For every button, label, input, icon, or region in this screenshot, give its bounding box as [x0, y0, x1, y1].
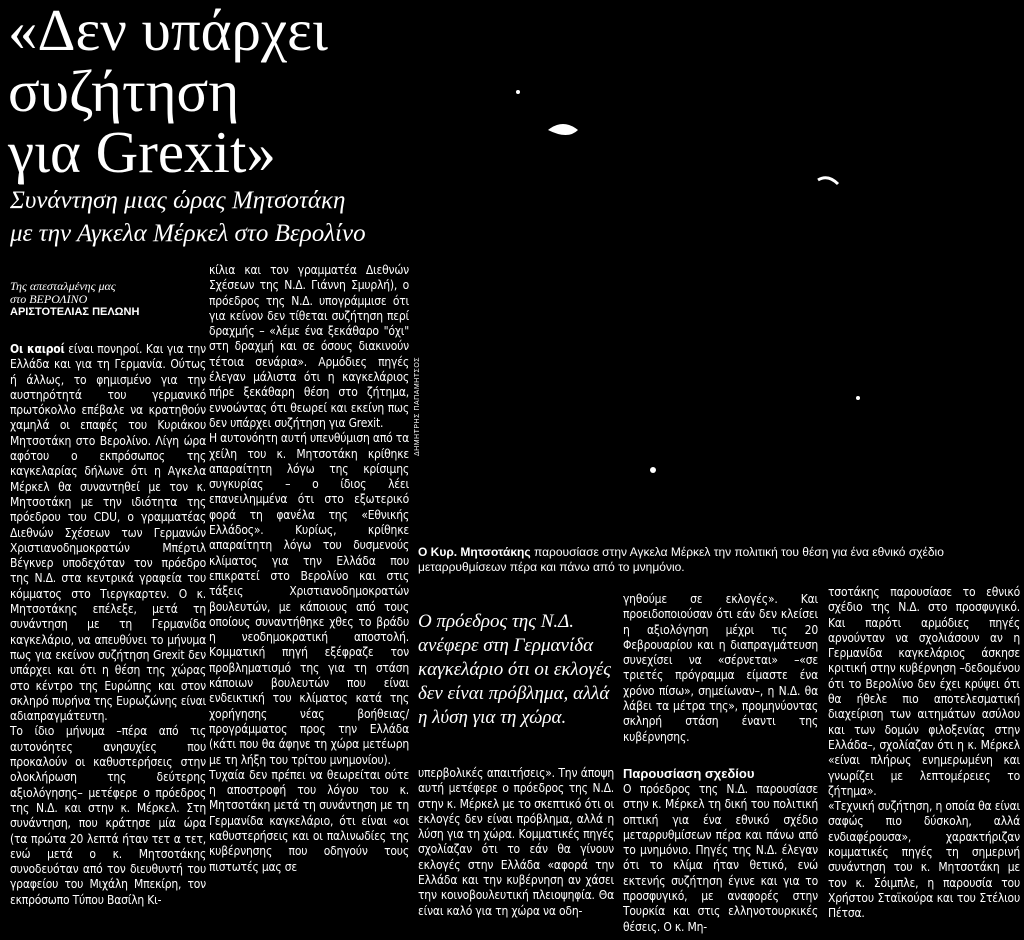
column-text: είναι πονηροί. Και για την Ελλάδα και για τη Γερμανία. Ούτως ή άλλως, το φημισμένο για την αυστηρότητά του γερμανικό πρωτόκολλο επέβαλε να κρατηθούν χαμηλά οι επαφές του Κυριάκου Μητσοτάκη στο Βερολίνο. Λίγη ώρα αφότου ο εκπρόσωπος της καγκελαρίας δήλωνε ότι η Αγκελα Μέρκελ θα συναντηθεί με τον κ. Μητσοτάκη με την ιδιότητα της πρόεδρου του CDU, ο γραμματέας Διεθνών Σχέσεων των Γερμανών Χριστιανοδημοκρατών Μπέρτιλ Βέγκνερ υποδεχόταν τον πρόεδρο της Ν.Δ. στα κεντρικά γραφεία του κόμματος στο Τιεργκαρτεν. Ο κ. Μητσοτάκης επέλεξε, μετά τη συνάντηση με τη Γερμανίδα καγκελάριο, να απευθύνει το μήνυμα πως για εκείνον συζήτηση Grexit δεν υπάρχει και ότι η θέση της χώρας στο κέντρο της Ευρώπης και στον σκληρό πυρήνα της Ευρωζώνης είναι αδιαπραγμάτευτη. Το ίδιο μήνυμα –πέρα από τις αυτονόητες ανησυχίες που προκαλούν οι καθυστερήσεις στην ολοκλήρωση της δεύτερης αξιολόγησης– μετέφερε ο πρόεδρος της Ν.Δ. και στην κ. Μέρκελ. Στη συνάντηση, που κράτησε μία ώρα (τα πρώτα 20 λεπτά ήταν τετ α τετ, ενώ μετά ο κ. Μητσοτάκης συνοδευόταν από τον διευθυντή του γραφείου του Μιχάλη Μπεκίρη, τον εκπρόσωπο Τύπου Βασίλη Κι- [10, 342, 206, 907]
photo-highlight [516, 90, 520, 94]
article-column-1 [10, 342, 206, 908]
pull-quote: Ο πρόεδρος της Ν.Δ. ανέφερε στη Γερμανίδα καγκελάριο ότι οι εκλογές δεν είναι πρόβλημα, αλλά η λύση για τη χώρα. [418, 611, 611, 728]
article-column-3: υπερβολικές απαιτήσεις». Την άποψη αυτή μετέφερε ο πρόεδρος της Ν.Δ. στην κ. Μέρκελ με το σκεπτικό ότι οι εκλογές δεν είναι πρόβλημα, αλλά η λύση για τη χώρα. Κομματικές πηγές σχολίαζαν ότι το εάν θα γίνουν εκλογές στην Ελλάδα «αφορά την Ελλάδα και την κυβέρνηση αν χάσει την κοινοβουλευτική πλειοψηφία. Θα είναι καλό για τη χώρα να οδη- [418, 766, 614, 918]
article-column-4: γηθούμε σε εκλογές». Και προειδοποιούσαν ότι εάν δεν κλείσει η αξιολόγηση μέχρι τις 20 Φεβρουαρίου και η διαπραγμάτευση συνεχίσει να «σέρνεται» –«σε τριετές πρόγραμμα είμαστε ένα χρόνο πίσω», σημείωναν–, η Ν.Δ. θα λάβει τα μέτρα της», προμηνύοντας σκληρή στάση έναντι της κυβέρνησης. [623, 592, 818, 744]
article-photo [418, 0, 1024, 540]
headline-line: συζήτηση [8, 58, 240, 124]
subtitle [10, 184, 410, 250]
photo-caption [418, 545, 1018, 575]
headline-line: «Δεν υπάρχει [8, 0, 328, 63]
photo-credit: ΔΗΜΗΤΡΗΣ ΠΑΠΑΜΗΤΣΟΣ [414, 356, 421, 456]
lead-in: Οι καιροί [10, 342, 65, 356]
subtitle-line: με την Αγκελα Μέρκελ στο Βερολίνο [10, 220, 366, 247]
caption-text: παρουσίασε στην Αγκελα Μέρκελ την πολιτική του θέση για ένα εθνικό σχέδιο μεταρρυθμίσεων πέρα και πάνω από το μνημόνιο. [418, 545, 944, 574]
section-subhead: Παρουσίαση σχεδίου [623, 766, 755, 781]
subtitle-line: Συνάντηση μιας ώρας Μητσοτάκη [10, 187, 346, 214]
article-column-5: τσοτάκης παρουσίασε το εθνικό σχέδιο της Ν.Δ. στο προσφυγικό. Και παρότι αρμόδιες πηγές αρνούνταν να σχολιάσουν αν η Γερμανίδα καγκελάριος άσκησε κριτική στην κυβέρνηση –δεδομένου ότι το Βερολίνο δεν έχει κρύψει ότι θα ήθελε πιο αποτελεσματική διαχείριση των αιτημάτων ασύλου και των δομών φιλοξενίας στην Ελλάδα–, σχολίαζαν ότι η κ. Μέρκελ «είναι πλήρως ενημερωμένη και γνωρίζει με λεπτομέρειες το ζήτημα». «Τεχνική συζήτηση, η οποία θα είναι σαφώς πιο δύσκολη, αλλά ενδιαφέρουσα», χαρακτήριζαν κομματικές πηγές τη σημερινή συνάντηση του κ. Μητσοτάκη με τον κ. Σόιμπλε, η παρουσία του Χρήστου Σταϊκούρα και του Στέλιου Πέτσα. [828, 585, 1020, 921]
photo-highlight [856, 396, 860, 400]
article-column-4b: Ο πρόεδρος της Ν.Δ. παρουσίασε στην κ. Μέρκελ τη δική του πολιτική οπτική για ένα εθνικό σχέδιο μεταρρυθμίσεων πέρα και πάνω από το μνημόνιο. Πηγές της Ν.Δ. έλεγαν ότι το κλίμα ήταν θετικό, ενώ εκτενής συζήτηση έγινε και για το προσφυγικό, με αναφορές στην Τουρκία και στις ελληνοτουρκικές θέσεις. Ο κ. Μη- [623, 782, 818, 934]
article-column-2: κίλια και τον γραμματέα Διεθνών Σχέσεων της Ν.Δ. Γιάννη Σμυρλή), ο πρόεδρος της Ν.Δ. υπογράμμισε ότι για κείνον δεν τίθεται συζήτηση περί δραχμής – «λέμε ένα ξεκάθαρο "όχι" στη δραχμή και σε όσους διακινούν τέτοια σενάρια». Αρμόδιες πηγές έλεγαν μάλιστα ότι η καγκελάριος πήρε ξεκάθαρη θέση στο ζήτημα, εννοώντας ότι θεωρεί και εκείνη πως δεν υπάρχει συζήτηση για Grexit. Η αυτονόητη αυτή υπενθύμιση από τα χείλη του κ. Μητσοτάκη κρίθηκε απαραίτητη λόγω της κρίσιμης συγκυρίας – ο ίδιος λέει επανειλημμένα ότι στο εξωτερικό φορά τη φανέλα της «Εθνικής Ελλάδος». Κυρίως, κρίθηκε απαραίτητη λόγω του δυσμενούς κλίματος για την Ελλάδα που επικρατεί στο Βερολίνο και στις τάξεις Χριστιανοδημοκρατών βουλευτών, με κάποιους από τους οποίους συναντήθηκε χθες το βράδυ η νεοδημοκρατική αποστολή. Κομματική πηγή εξέφραζε τον προβληματισμό της για τη στάση κάποιων βουλευτών που είναι ενδεικτική του κλίματος κατά της χορήγησης νέας βοήθειας/προγράμματος προς την Ελλάδα (κάτι που θα άφηνε τη χώρα μετέωρη με τη λήξη του τρίτου μνημονίου). Τυχαία δεν πρέπει να θεωρείται ούτε η αποστροφή του λόγου του κ. Μητσοτάκη μετά τη συνάντηση με τη Γερμανίδα καγκελάριο, ότι είναι «οι καθυστερήσεις και οι παλινωδίες της κυβέρνησης που οδηγούν τους πιστωτές μας σε [209, 263, 409, 874]
byline-line: Της απεσταλμένης μας [10, 279, 116, 293]
caption-lead: Ο Κυρ. Μητσοτάκης [418, 545, 531, 559]
headline [8, 0, 408, 183]
headline-line: για Grexit» [8, 119, 276, 185]
byline-line: στο ΒΕΡΟΛΙΝΟ [10, 292, 88, 306]
byline-author: ΑΡΙΣΤΟΤΕΛΙΑΣ ΠΕΛΩΝΗ [10, 306, 140, 318]
photo-image [418, 0, 1024, 540]
photo-highlight [650, 467, 656, 473]
byline [10, 280, 210, 319]
